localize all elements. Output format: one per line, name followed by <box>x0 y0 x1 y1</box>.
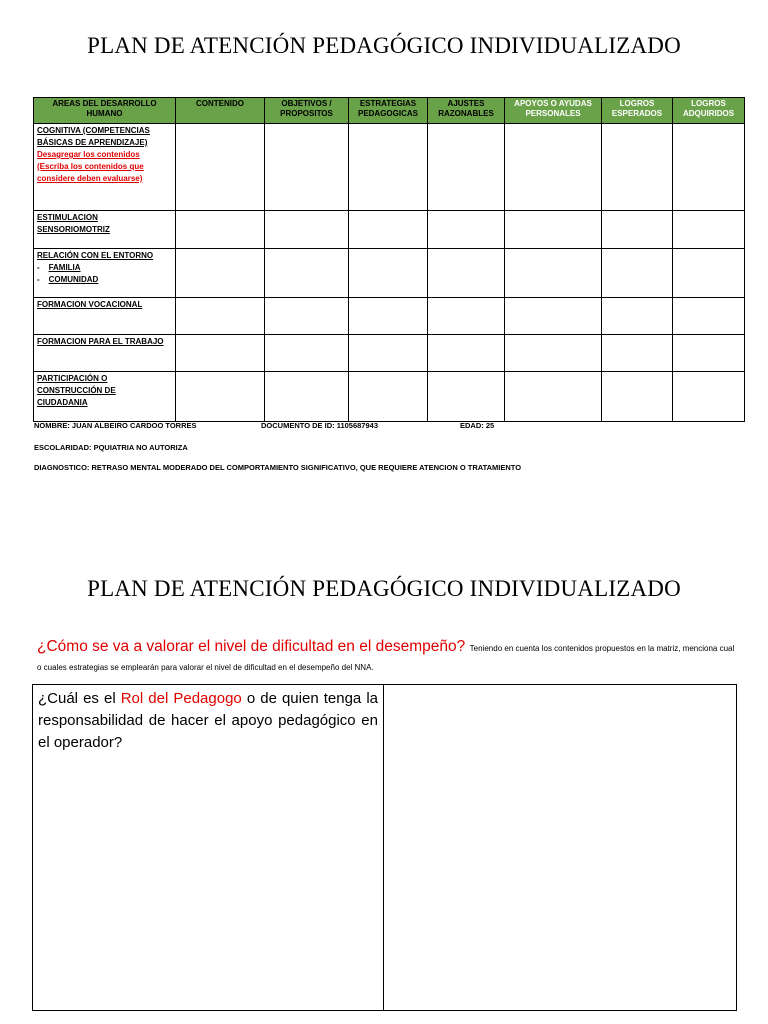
table-row-relacion <box>34 249 745 298</box>
table-cell[interactable] <box>265 335 349 372</box>
table-row-estimulacion <box>34 211 745 249</box>
table-cell[interactable] <box>602 372 673 422</box>
table-row-participacion <box>34 372 745 422</box>
page-title-top: PLAN DE ATENCIÓN PEDAGÓGICO INDIVIDUALIZADO <box>87 33 681 58</box>
pedagogo-question-part1: ¿Cuál es el <box>38 690 121 707</box>
cognitiva-note-2: (Escriba los contenidos que <box>37 162 144 171</box>
table-cell[interactable] <box>176 124 265 211</box>
evaluation-question <box>37 638 737 676</box>
question-heading: ¿Cómo se va a valorar el nivel de dificultad en el desempeño? <box>37 638 466 655</box>
trabajo-label: FORMACION PARA EL TRABAJO <box>37 337 164 346</box>
relacion-item-familia: - FAMILIA <box>37 263 81 272</box>
pedagogo-role-highlight: Rol del Pedagogo <box>120 690 242 707</box>
area-participacion <box>34 372 176 422</box>
table-cell[interactable] <box>349 298 428 335</box>
table-cell[interactable] <box>505 124 602 211</box>
cognitiva-note-1: Desagregar los contenidos <box>37 150 140 159</box>
pedagogo-answer-area[interactable] <box>384 685 736 1010</box>
table-row-trabajo <box>34 335 745 372</box>
pedagogo-role-box <box>32 684 737 1011</box>
table-cell[interactable] <box>349 335 428 372</box>
relacion-item-comunidad-text: COMUNIDAD <box>48 275 99 284</box>
estimulacion-label-1: ESTIMULACION <box>37 213 98 222</box>
table-cell[interactable] <box>505 298 602 335</box>
table-cell[interactable] <box>428 124 505 211</box>
table-cell[interactable] <box>602 298 673 335</box>
table-cell[interactable] <box>673 211 745 249</box>
header-logros-adquiridos: LOGROS ADQUIRIDOS <box>673 98 745 124</box>
table-cell[interactable] <box>176 372 265 422</box>
info-edad: EDAD: 25 <box>460 421 495 430</box>
info-nombre: NOMBRE: JUAN ALBEIRO CARDOO TORRES <box>34 421 197 430</box>
area-trabajo <box>34 335 176 372</box>
area-cognitiva <box>34 124 176 211</box>
table-cell[interactable] <box>349 249 428 298</box>
area-relacion <box>34 249 176 298</box>
estimulacion-label-2: SENSORIOMOTRIZ <box>37 225 110 234</box>
header-objetivos: OBJETIVOS / PROPOSITOS <box>265 98 349 124</box>
cognitiva-label-2: BÁSICAS DE APRENDIZAJE) <box>37 138 148 147</box>
info-escolaridad: ESCOLARIDAD: PQUIATRIA NO AUTORIZA <box>34 443 188 452</box>
table-cell[interactable] <box>349 211 428 249</box>
info-documento: DOCUMENTO DE ID: 1105687943 <box>261 421 378 430</box>
header-logros-esperados: LOGROS ESPERADOS <box>602 98 673 124</box>
table-cell[interactable] <box>265 372 349 422</box>
header-contenido: CONTENIDO <box>176 98 265 124</box>
table-cell[interactable] <box>673 249 745 298</box>
table-cell[interactable] <box>602 124 673 211</box>
relacion-item-familia-text: FAMILIA <box>48 263 81 272</box>
table-row-vocacional <box>34 298 745 335</box>
table-cell[interactable] <box>176 298 265 335</box>
table-cell[interactable] <box>349 372 428 422</box>
table-cell[interactable] <box>602 335 673 372</box>
table-cell[interactable] <box>428 372 505 422</box>
participacion-label-3: CIUDADANIA <box>37 398 88 407</box>
vocacional-label: FORMACION VOCACIONAL <box>37 300 143 309</box>
area-estimulacion <box>34 211 176 249</box>
table-cell[interactable] <box>673 124 745 211</box>
table-cell[interactable] <box>428 298 505 335</box>
table-cell[interactable] <box>265 249 349 298</box>
table-cell[interactable] <box>602 211 673 249</box>
table-cell[interactable] <box>428 249 505 298</box>
table-cell[interactable] <box>428 335 505 372</box>
table-cell[interactable] <box>176 335 265 372</box>
table-cell[interactable] <box>265 298 349 335</box>
question-detail: Teniendo en cuenta los contenidos propuestos en la matriz, menciona cual o cuales estrategias se emplearán para valorar el nivel de dificultad en el desempeño del NNA. <box>37 644 735 672</box>
relacion-label: RELACIÓN CON EL ENTORNO <box>37 251 154 260</box>
info-diagnostico: DIAGNOSTICO: RETRASO MENTAL MODERADO DEL COMPORTAMIENTO SIGNIFICATIVO, QUE REQUIERE ATENCION O TRATAMIENTO <box>34 463 522 472</box>
table-cell[interactable] <box>428 211 505 249</box>
participacion-label-1: PARTICIPACIÓN O <box>37 374 108 383</box>
header-apoyos: APOYOS O AYUDAS PERSONALES <box>505 98 602 124</box>
table-cell[interactable] <box>505 211 602 249</box>
table-cell[interactable] <box>505 335 602 372</box>
area-vocacional <box>34 298 176 335</box>
table-cell[interactable] <box>673 335 745 372</box>
pedagogo-question-part2: o de quien tenga la responsabilidad de hacer el apoyo pedagógico en el operador? <box>38 690 378 751</box>
pedagogo-question <box>33 685 384 1010</box>
table-cell[interactable] <box>673 372 745 422</box>
plan-table <box>33 97 745 422</box>
table-cell[interactable] <box>265 124 349 211</box>
table-cell[interactable] <box>265 211 349 249</box>
page-title-bottom: PLAN DE ATENCIÓN PEDAGÓGICO INDIVIDUALIZADO <box>87 576 681 601</box>
table-cell[interactable] <box>602 249 673 298</box>
table-cell[interactable] <box>505 249 602 298</box>
relacion-item-comunidad: - COMUNIDAD <box>37 275 99 284</box>
table-header-row <box>34 98 745 124</box>
table-cell[interactable] <box>349 124 428 211</box>
participacion-label-2: CONSTRUCCIÓN DE <box>37 386 116 395</box>
cognitiva-note-3: considere deben evaluarse) <box>37 174 143 183</box>
table-cell[interactable] <box>176 249 265 298</box>
table-row-cognitiva <box>34 124 745 211</box>
table-cell[interactable] <box>673 298 745 335</box>
table-cell[interactable] <box>176 211 265 249</box>
header-ajustes: AJUSTES RAZONABLES <box>428 98 505 124</box>
header-estrategias: ESTRATEGIAS PEDAGOGICAS <box>349 98 428 124</box>
header-areas: AREAS DEL DESARROLLO HUMANO <box>34 98 176 124</box>
table-cell[interactable] <box>505 372 602 422</box>
cognitiva-label-1: COGNITIVA (COMPETENCIAS <box>37 126 150 135</box>
